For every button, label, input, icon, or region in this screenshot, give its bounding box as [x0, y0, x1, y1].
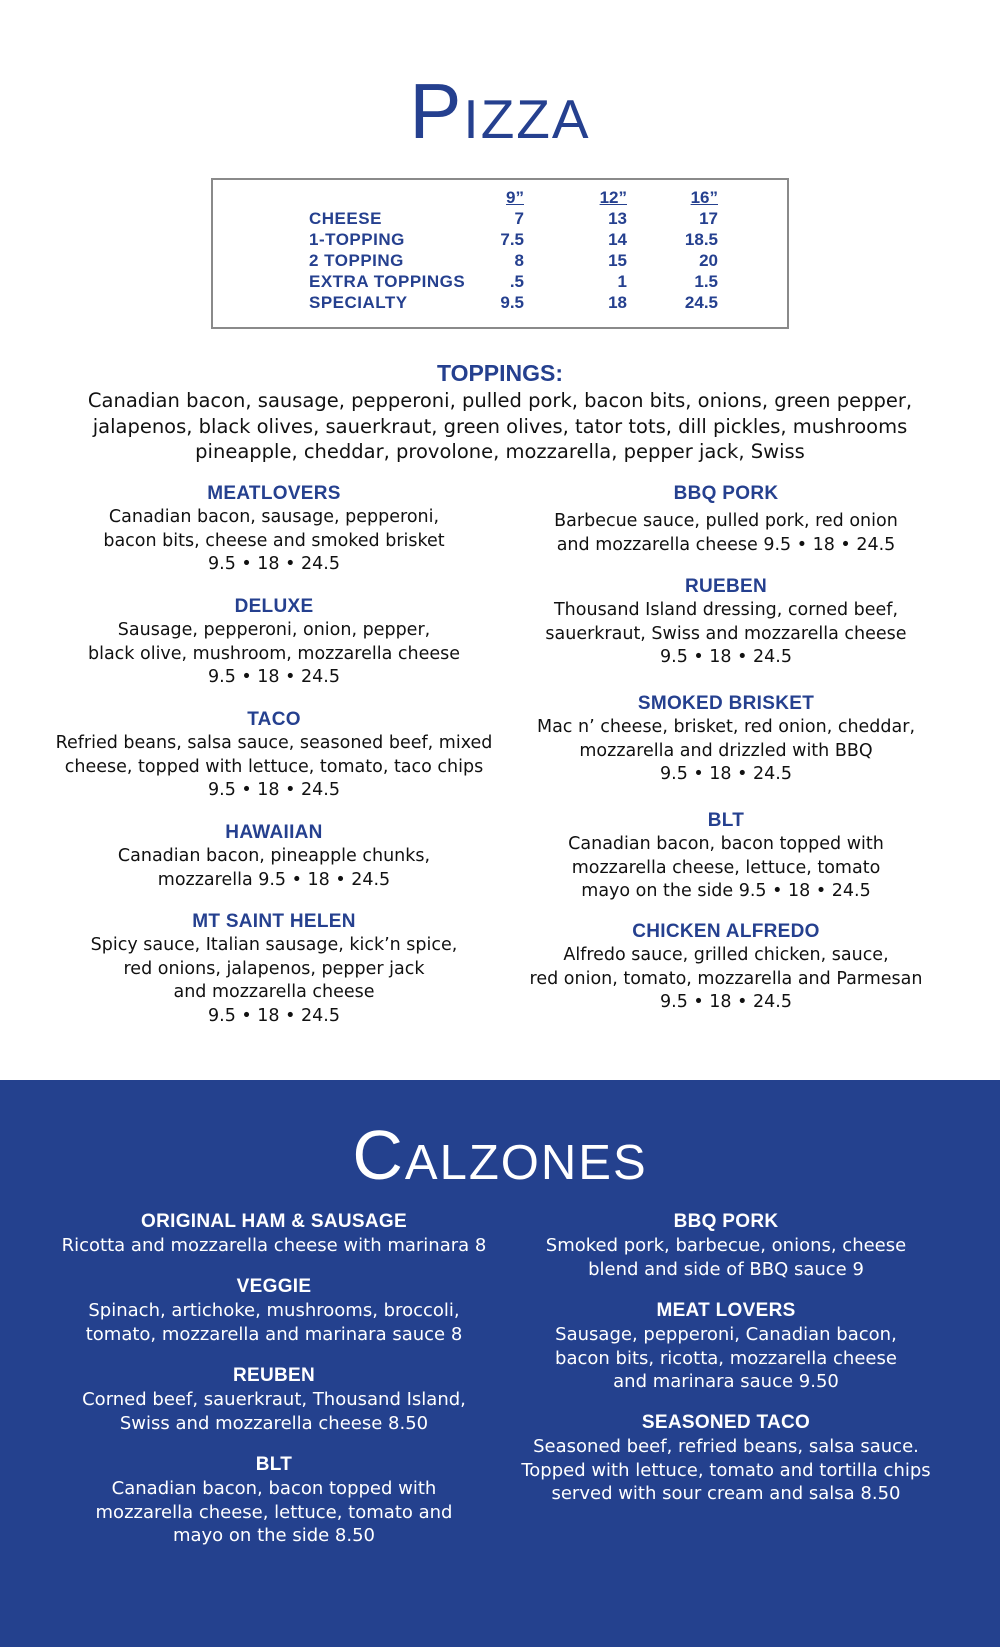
menu-item-description: Barbecue sauce, pulled pork, red onion and mozzarella cheese 9.5 • 18 • 24.5 — [554, 511, 898, 555]
price-cell: 8 — [514, 251, 524, 270]
menu-item-description: Sausage, pepperoni, onion, pepper, black olive, mushroom, mozzarella cheese 9.5 • 18 • 24.5 — [87, 620, 460, 687]
menu-item-description: Mac n’ cheese, brisket, red onion, cheddar, mozzarella and drizzled with BBQ 9.5 • 18 • 24.5 — [536, 717, 916, 784]
menu-item-description: Ricotta and mozzarella cheese with marinara 8 — [61, 1235, 487, 1256]
menu-item-name: RUEBEN — [684, 576, 768, 597]
price-cell: 17 — [699, 209, 718, 228]
menu-item-name: REUBEN — [232, 1365, 316, 1386]
price-row-label: 1-TOPPING — [309, 230, 405, 249]
menu-item-description: Canadian bacon, pineapple chunks, mozzarella 9.5 • 18 • 24.5 — [117, 846, 431, 890]
menu-item-name: HAWAIIAN — [225, 822, 323, 843]
menu-item-name: SMOKED BRISKET — [637, 693, 815, 714]
price-cell: 18 — [608, 293, 627, 312]
menu-item-name: BLT — [707, 810, 745, 831]
menu-item-name: MT SAINT HELEN — [192, 911, 356, 932]
menu-item-description: Sausage, pepperoni, Canadian bacon, bacon bits, ricotta, mozzarella cheese and marinara sauce 9.50 — [555, 1324, 897, 1392]
price-cell: 15 — [608, 251, 627, 270]
menu-item-description: Alfredo sauce, grilled chicken, sauce, red onion, tomato, mozzarella and Parmesan 9.5 • 18 • 24.5 — [529, 945, 923, 1012]
price-table-header — [213, 188, 791, 209]
price-cell: 14 — [608, 230, 627, 249]
menu-item-description: Smoked pork, barbecue, onions, cheese blend and side of BBQ sauce 9 — [545, 1235, 907, 1280]
menu-item-name: BBQ PORK — [673, 483, 779, 504]
menu-item-name: CHICKEN ALFREDO — [632, 921, 820, 942]
calzones-section — [0, 1080, 1000, 1647]
menu-item — [491, 692, 961, 787]
menu-item — [491, 575, 961, 670]
menu-item-description: Canadian bacon, sausage, pepperoni, bacon bits, cheese and smoked brisket 9.5 • 18 • 24.5 — [103, 507, 445, 574]
price-cell: 13 — [608, 209, 627, 228]
price-cell: 18.5 — [684, 230, 718, 249]
price-row-1-topping — [213, 230, 791, 251]
toppings-heading: TOPPINGS: — [436, 360, 564, 386]
price-row-specialty — [213, 293, 791, 314]
price-cell: 1 — [617, 272, 627, 291]
menu-item — [491, 809, 961, 904]
menu-item — [39, 821, 509, 892]
menu-item-name: BBQ PORK — [673, 1211, 779, 1232]
price-row-label: 2 TOPPING — [309, 251, 404, 270]
price-cell: 24.5 — [684, 293, 718, 312]
menu-item-description: Corned beef, sauerkraut, Thousand Island, Swiss and mozzarella cheese 8.50 — [82, 1389, 466, 1434]
menu-item-description: Canadian bacon, bacon topped with mozzarella cheese, lettuce, tomato and mayo on the side 8.50 — [95, 1478, 453, 1546]
menu-item — [39, 910, 509, 1028]
menu-item — [491, 1210, 961, 1281]
price-cell: 7 — [514, 209, 524, 228]
price-cell: 7.5 — [500, 230, 524, 249]
menu-item-name: SEASONED TACO — [641, 1412, 811, 1433]
price-row-cheese — [213, 209, 791, 230]
price-cell: .5 — [509, 272, 524, 291]
menu-item — [491, 1299, 961, 1394]
price-row-label: SPECIALTY — [309, 293, 408, 312]
menu-item — [39, 1275, 509, 1346]
menu-item-description: Refried beans, salsa sauce, seasoned beef, mixed cheese, topped with lettuce, tomato, taco chips 9.5 • 18 • 24.5 — [55, 733, 493, 800]
calzones-title: Calzones — [352, 1116, 648, 1194]
price-cell: 1.5 — [694, 272, 718, 291]
size-9-header: 9” — [506, 188, 524, 207]
menu-item-description: Canadian bacon, bacon topped with mozzarella cheese, lettuce, tomato mayo on the side 9.5 • 18 • 24.5 — [568, 834, 884, 901]
menu-item-name: MEAT LOVERS — [656, 1300, 796, 1321]
price-row-label: CHEESE — [309, 209, 382, 228]
menu-item-description: Seasoned beef, refried beans, salsa sauce. Topped with lettuce, tomato and tortilla chips served with sour cream and salsa 8.50 — [521, 1436, 931, 1504]
menu-item — [39, 1210, 509, 1258]
menu-item-description: Thousand Island dressing, corned beef, sauerkraut, Swiss and mozzarella cheese 9.5 • 18 • 24.5 — [545, 600, 907, 667]
menu-item-description: Spicy sauce, Italian sausage, kick’n spice, red onions, jalapenos, pepper jack and mozzarella cheese 9.5 • 18 • 24.5 — [90, 935, 458, 1026]
menu-item — [491, 920, 961, 1015]
menu-item — [39, 708, 509, 803]
price-row-label: EXTRA TOPPINGS — [309, 272, 466, 291]
price-cell: 9.5 — [500, 293, 524, 312]
menu-item-name: DELUXE — [234, 596, 314, 617]
size-16-header: 16” — [690, 188, 718, 207]
price-row-2-topping — [213, 251, 791, 272]
size-12-header: 12” — [599, 188, 627, 207]
menu-item-name: MEATLOVERS — [207, 483, 341, 504]
menu-item — [39, 1364, 509, 1435]
menu-item-description: Spinach, artichoke, mushrooms, broccoli, tomato, mozzarella and marinara sauce 8 — [85, 1300, 463, 1345]
toppings-list: Canadian bacon, sausage, pepperoni, pulled pork, bacon bits, onions, green pepper, jalapenos, black olives, sauerkraut, green olives, tator tots, dill pickles, mushrooms pineapple, cheddar, provolone, mozzarella, pepper jack, Swiss — [87, 389, 913, 463]
pizza-price-table — [211, 178, 789, 329]
menu-item — [39, 482, 509, 577]
menu-item-name: TACO — [247, 709, 301, 730]
price-row-extra-toppings — [213, 272, 791, 293]
menu-item — [39, 595, 509, 690]
menu-item-name: VEGGIE — [236, 1276, 312, 1297]
menu-item — [491, 482, 961, 557]
pizza-title: Pizza — [409, 67, 591, 155]
menu-item — [491, 1411, 961, 1506]
menu-item-name: BLT — [255, 1454, 293, 1475]
menu-item — [39, 1453, 509, 1548]
price-cell: 20 — [699, 251, 718, 270]
menu-item-name: ORIGINAL HAM & SAUSAGE — [141, 1211, 407, 1232]
